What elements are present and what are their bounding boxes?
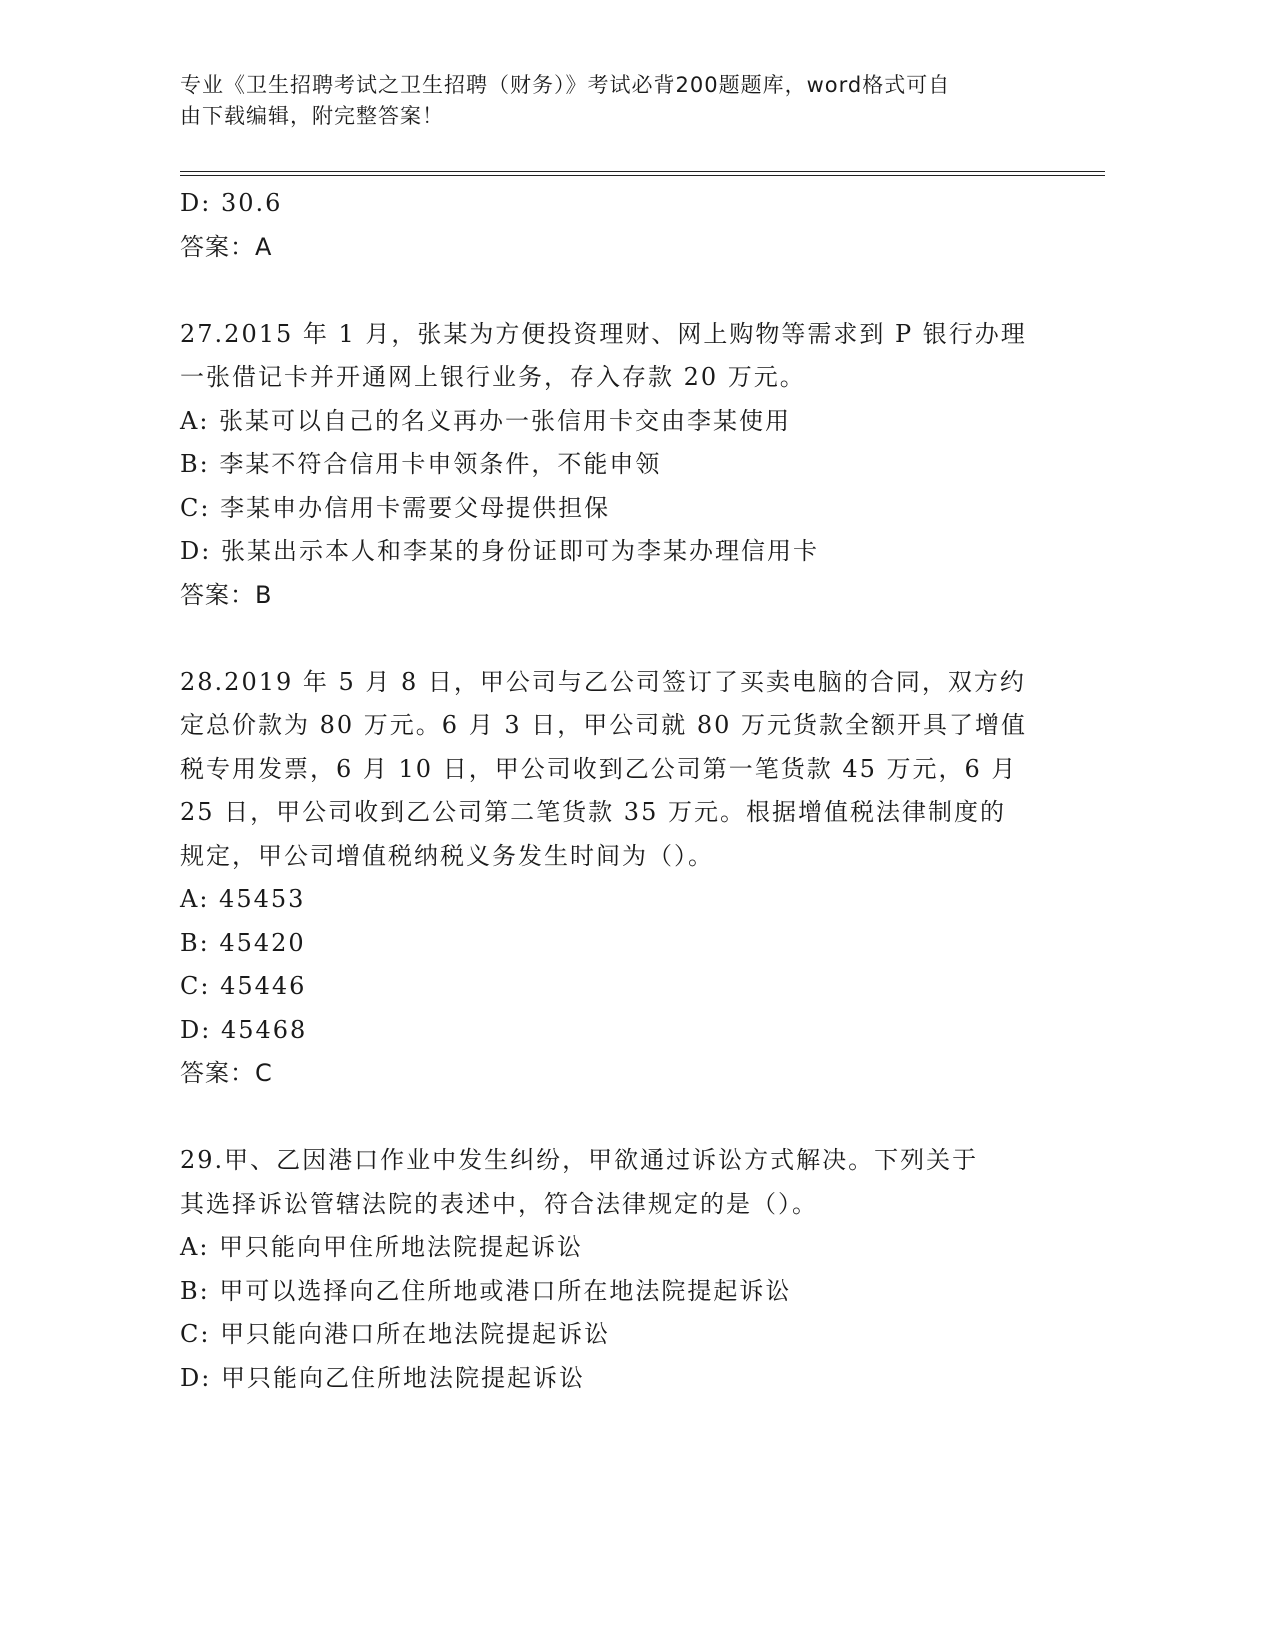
- question-stem: 一张借记卡并开通网上银行业务，存入存款 20 万元。: [180, 363, 806, 391]
- question-stem: 28.2019 年 5 月 8 日，甲公司与乙公司签订了买卖电脑的合同，双方约: [180, 667, 1026, 696]
- option-c: C: 李某申办信用卡需要父母提供担保: [180, 493, 611, 522]
- question-stem: 其选择诉讼管辖法院的表述中，符合法律规定的是（）。: [180, 1189, 818, 1218]
- question-29: [180, 1139, 1040, 1400]
- option-b: B: 甲可以选择向乙住所地或港口所在地法院提起诉讼: [180, 1276, 792, 1305]
- spacer: [180, 617, 1040, 661]
- option-d: D: 30.6: [180, 189, 283, 217]
- question-28: [180, 661, 1040, 1096]
- question-27: [180, 313, 1040, 618]
- spacer: [180, 1096, 1040, 1140]
- option-d: D: 甲只能向乙住所地法院提起诉讼: [180, 1363, 585, 1392]
- header-divider-top: [180, 171, 1105, 172]
- header-title-line-1: 专业《卫生招聘考试之卫生招聘（财务）》考试必背200题题库，word格式可自: [180, 73, 951, 97]
- option-b: B: 45420: [180, 928, 306, 957]
- answer-line: 答案：B: [180, 580, 273, 609]
- question-stem: 29.甲、乙因港口作业中发生纠纷，甲欲通过诉讼方式解决。下列关于: [180, 1146, 979, 1174]
- answer-line: 答案：A: [180, 232, 273, 261]
- option-d: D: 45468: [180, 1015, 308, 1044]
- question-stem: 定总价款为 80 万元。6 月 3 日，甲公司就 80 万元货款全额开具了增值: [180, 711, 1028, 739]
- question-stem: 25 日，甲公司收到乙公司第二笔货款 35 万元。根据增值税法律制度的: [180, 798, 1006, 826]
- option-c: C: 甲只能向港口所在地法院提起诉讼: [180, 1320, 611, 1348]
- spacer: [180, 269, 1040, 313]
- option-c: C: 45446: [180, 972, 307, 1000]
- option-a: A: 甲只能向甲住所地法院提起诉讼: [180, 1233, 584, 1261]
- option-a: A: 45453: [180, 885, 306, 913]
- header-divider-bottom: [180, 175, 1105, 176]
- option-d: D: 张某出示本人和李某的身份证即可为李某办理信用卡: [180, 537, 819, 565]
- answer-line: 答案：C: [180, 1059, 273, 1087]
- document-body: [180, 182, 1040, 1400]
- page-header: [180, 70, 1060, 132]
- question-stem: 27.2015 年 1 月，张某为方便投资理财、网上购物等需求到 P 银行办理: [180, 319, 1027, 348]
- option-b: B: 李某不符合信用卡申领条件，不能申领: [180, 450, 662, 478]
- question-stem: 规定，甲公司增值税纳税义务发生时间为（）。: [180, 841, 714, 870]
- question-stem: 税专用发票，6 月 10 日，甲公司收到乙公司第一笔货款 45 万元，6 月: [180, 754, 1018, 783]
- header-title-line-2: 由下载编辑，附完整答案！: [180, 104, 444, 128]
- option-a: A: 张某可以自己的名义再办一张信用卡交由李某使用: [180, 406, 792, 435]
